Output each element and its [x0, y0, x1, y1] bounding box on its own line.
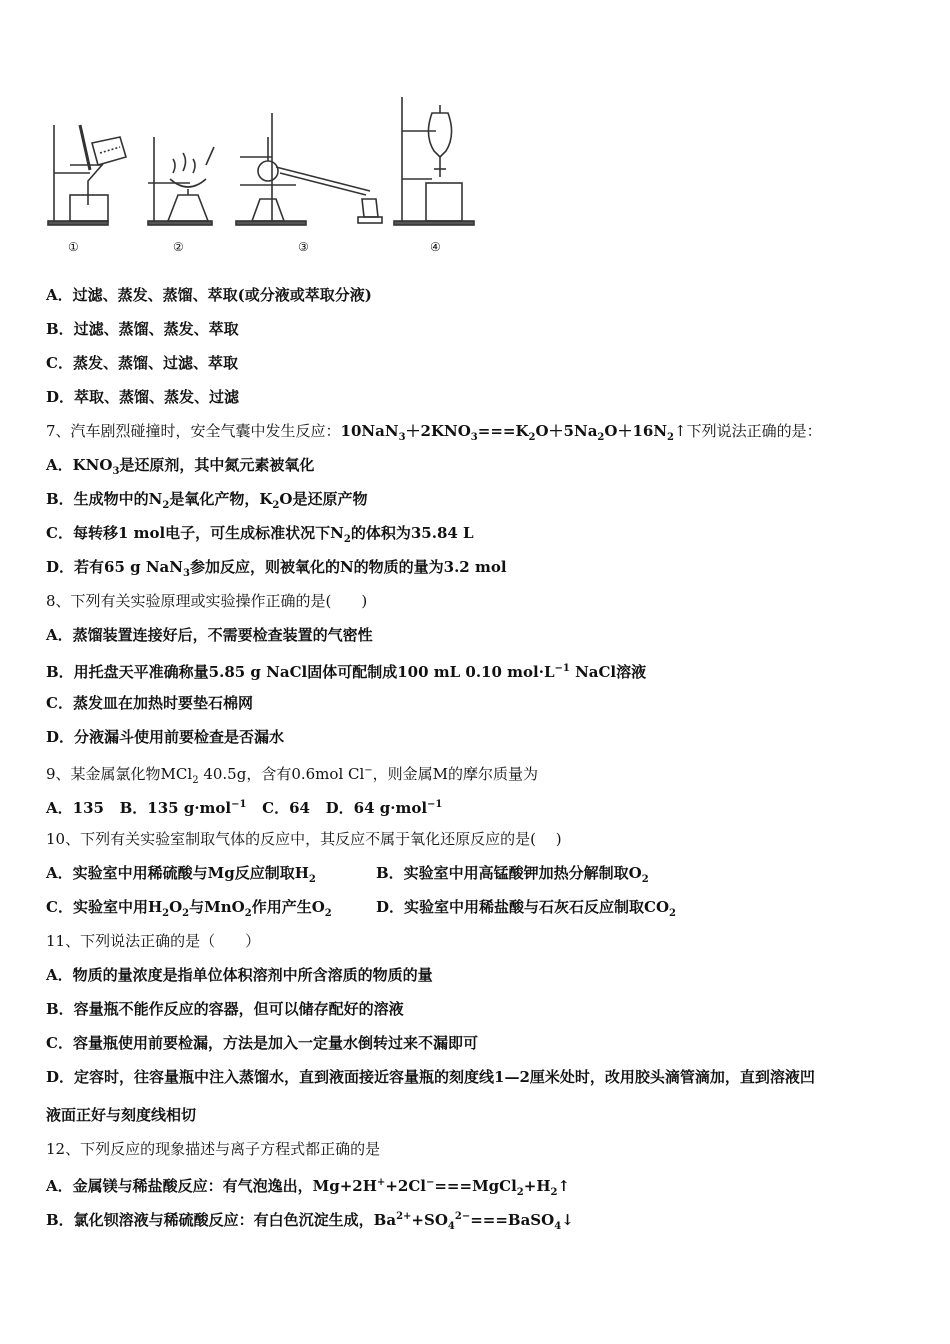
apparatus-figure: [40, 95, 480, 260]
q8-option-b: B．用托盘天平准确称量5.85 g NaCl固体可配制成100 mL 0.10 $mol\cdot L^{-1}$ NaCl溶液: [46, 663, 647, 681]
apparatus-drawing: [40, 95, 480, 260]
figure-label-2: ②: [173, 240, 184, 254]
evaporation-apparatus: [148, 137, 214, 225]
q11-option-c: C．容量瓶使用前要检漏，方法是加入一定量水倒转过来不漏即可: [46, 1034, 478, 1052]
q9-option-d: D．64 g·mol$^{-1}$: [325, 799, 443, 817]
q8-stem: 8、下列有关实验原理或实验操作正确的是( ): [46, 592, 368, 610]
q9-options: [46, 795, 442, 818]
q8-option-a: A．蒸馏装置连接好后，不需要检查装置的气密性: [46, 626, 373, 644]
q10-option-b: B．实验室中用高锰酸钾加热分解制取$O_2$: [376, 864, 649, 885]
q7-option-a: A．$KNO_3$是还原剂，其中氮元素被氧化: [46, 456, 315, 477]
q11-option-d-line2: 液面正好与刻度线相切: [46, 1106, 197, 1124]
q7-equation: $10NaN_3+2KNO_3===K_2O+5Na_2O+16N_2$: [340, 422, 675, 443]
q7-stem: 7、汽车剧烈碰撞时，安全气囊中发生反应：$10NaN_3+2KNO_3===K_2O+5Na_2O+16N_2↑$下列说法正确的是：: [46, 422, 822, 443]
q11-option-a: A．物质的量浓度是指单位体积溶剂中所含溶质的物质的量: [46, 966, 433, 984]
filtration-apparatus: [48, 125, 126, 225]
q10-stem: 10、下列有关实验室制取气体的反应中，其反应不属于氧化还原反应的是( ): [46, 830, 562, 848]
q6-option-c: C．蒸发、蒸馏、过滤、萃取: [46, 354, 238, 372]
q11-stem: 11、下列说法正确的是（ ）: [46, 932, 261, 950]
q9-option-c: C．64: [262, 799, 310, 817]
q9-stem: 9、某金属氯化物MCl$_2$ 40.5g，含有0.6mol Cl−，则金属M的摩尔质量为: [46, 765, 539, 786]
figure-label-4: ④: [430, 240, 441, 254]
q7-option-c: C．每转移1 mol电子，可生成标准状况下$N_2$的体积为35.84 L: [46, 524, 474, 545]
q6-option-a: A．过滤、蒸发、蒸馏、萃取(或分液或萃取分液): [46, 286, 372, 304]
q12-option-b: B．氯化钡溶液与稀硫酸反应：有白色沉淀生成，$Ba^{2+}+SO_4^{2-}===BaSO_4↓$: [46, 1211, 574, 1232]
q12-stem: 12、下列反应的现象描述与离子方程式都正确的是: [46, 1140, 381, 1158]
q8-option-c: C．蒸发皿在加热时要垫石棉网: [46, 694, 253, 712]
q11-option-b: B．容量瓶不能作反应的容器，但可以储存配好的溶液: [46, 1000, 404, 1018]
q7-option-d: D．若有65 g NaN$_3$参加反应，则被氧化的N的物质的量为3.2 mol: [46, 558, 507, 579]
q10-option-a: A．实验室中用稀硫酸与Mg反应制取$H_2$: [46, 864, 316, 885]
q9-option-a: A．135: [46, 799, 104, 817]
figure-label-3: ③: [298, 240, 309, 254]
figure-label-1: ①: [68, 240, 79, 254]
separatory-funnel-apparatus: [394, 97, 474, 225]
q12-option-a: A．金属镁与稀盐酸反应：有气泡逸出，$Mg+2H^++2Cl^-===MgCl_2+H_2↑$: [46, 1177, 571, 1198]
q8-option-d: D．分液漏斗使用前要检查是否漏水: [46, 728, 285, 746]
q7-option-b: B．生成物中的$N_2$是氧化产物，$K_2O$是还原产物: [46, 490, 368, 511]
q10-option-d: D．实验室中用稀盐酸与石灰石反应制取$CO_2$: [376, 898, 676, 919]
q6-option-d: D．萃取、蒸馏、蒸发、过滤: [46, 388, 240, 406]
q11-option-d-line1: D．定容时，往容量瓶中注入蒸馏水，直到液面接近容量瓶的刻度线1—2厘米处时，改用胶头滴管滴加，直到溶液凹: [46, 1068, 815, 1086]
distillation-apparatus: [236, 113, 382, 225]
q6-option-b: B．过滤、蒸馏、蒸发、萃取: [46, 320, 239, 338]
q10-option-c: C．实验室中用$H_2O_2$与MnO$_2$作用产生$O_2$: [46, 898, 332, 919]
q9-option-b: B．135 g·mol$^{-1}$: [119, 799, 247, 817]
